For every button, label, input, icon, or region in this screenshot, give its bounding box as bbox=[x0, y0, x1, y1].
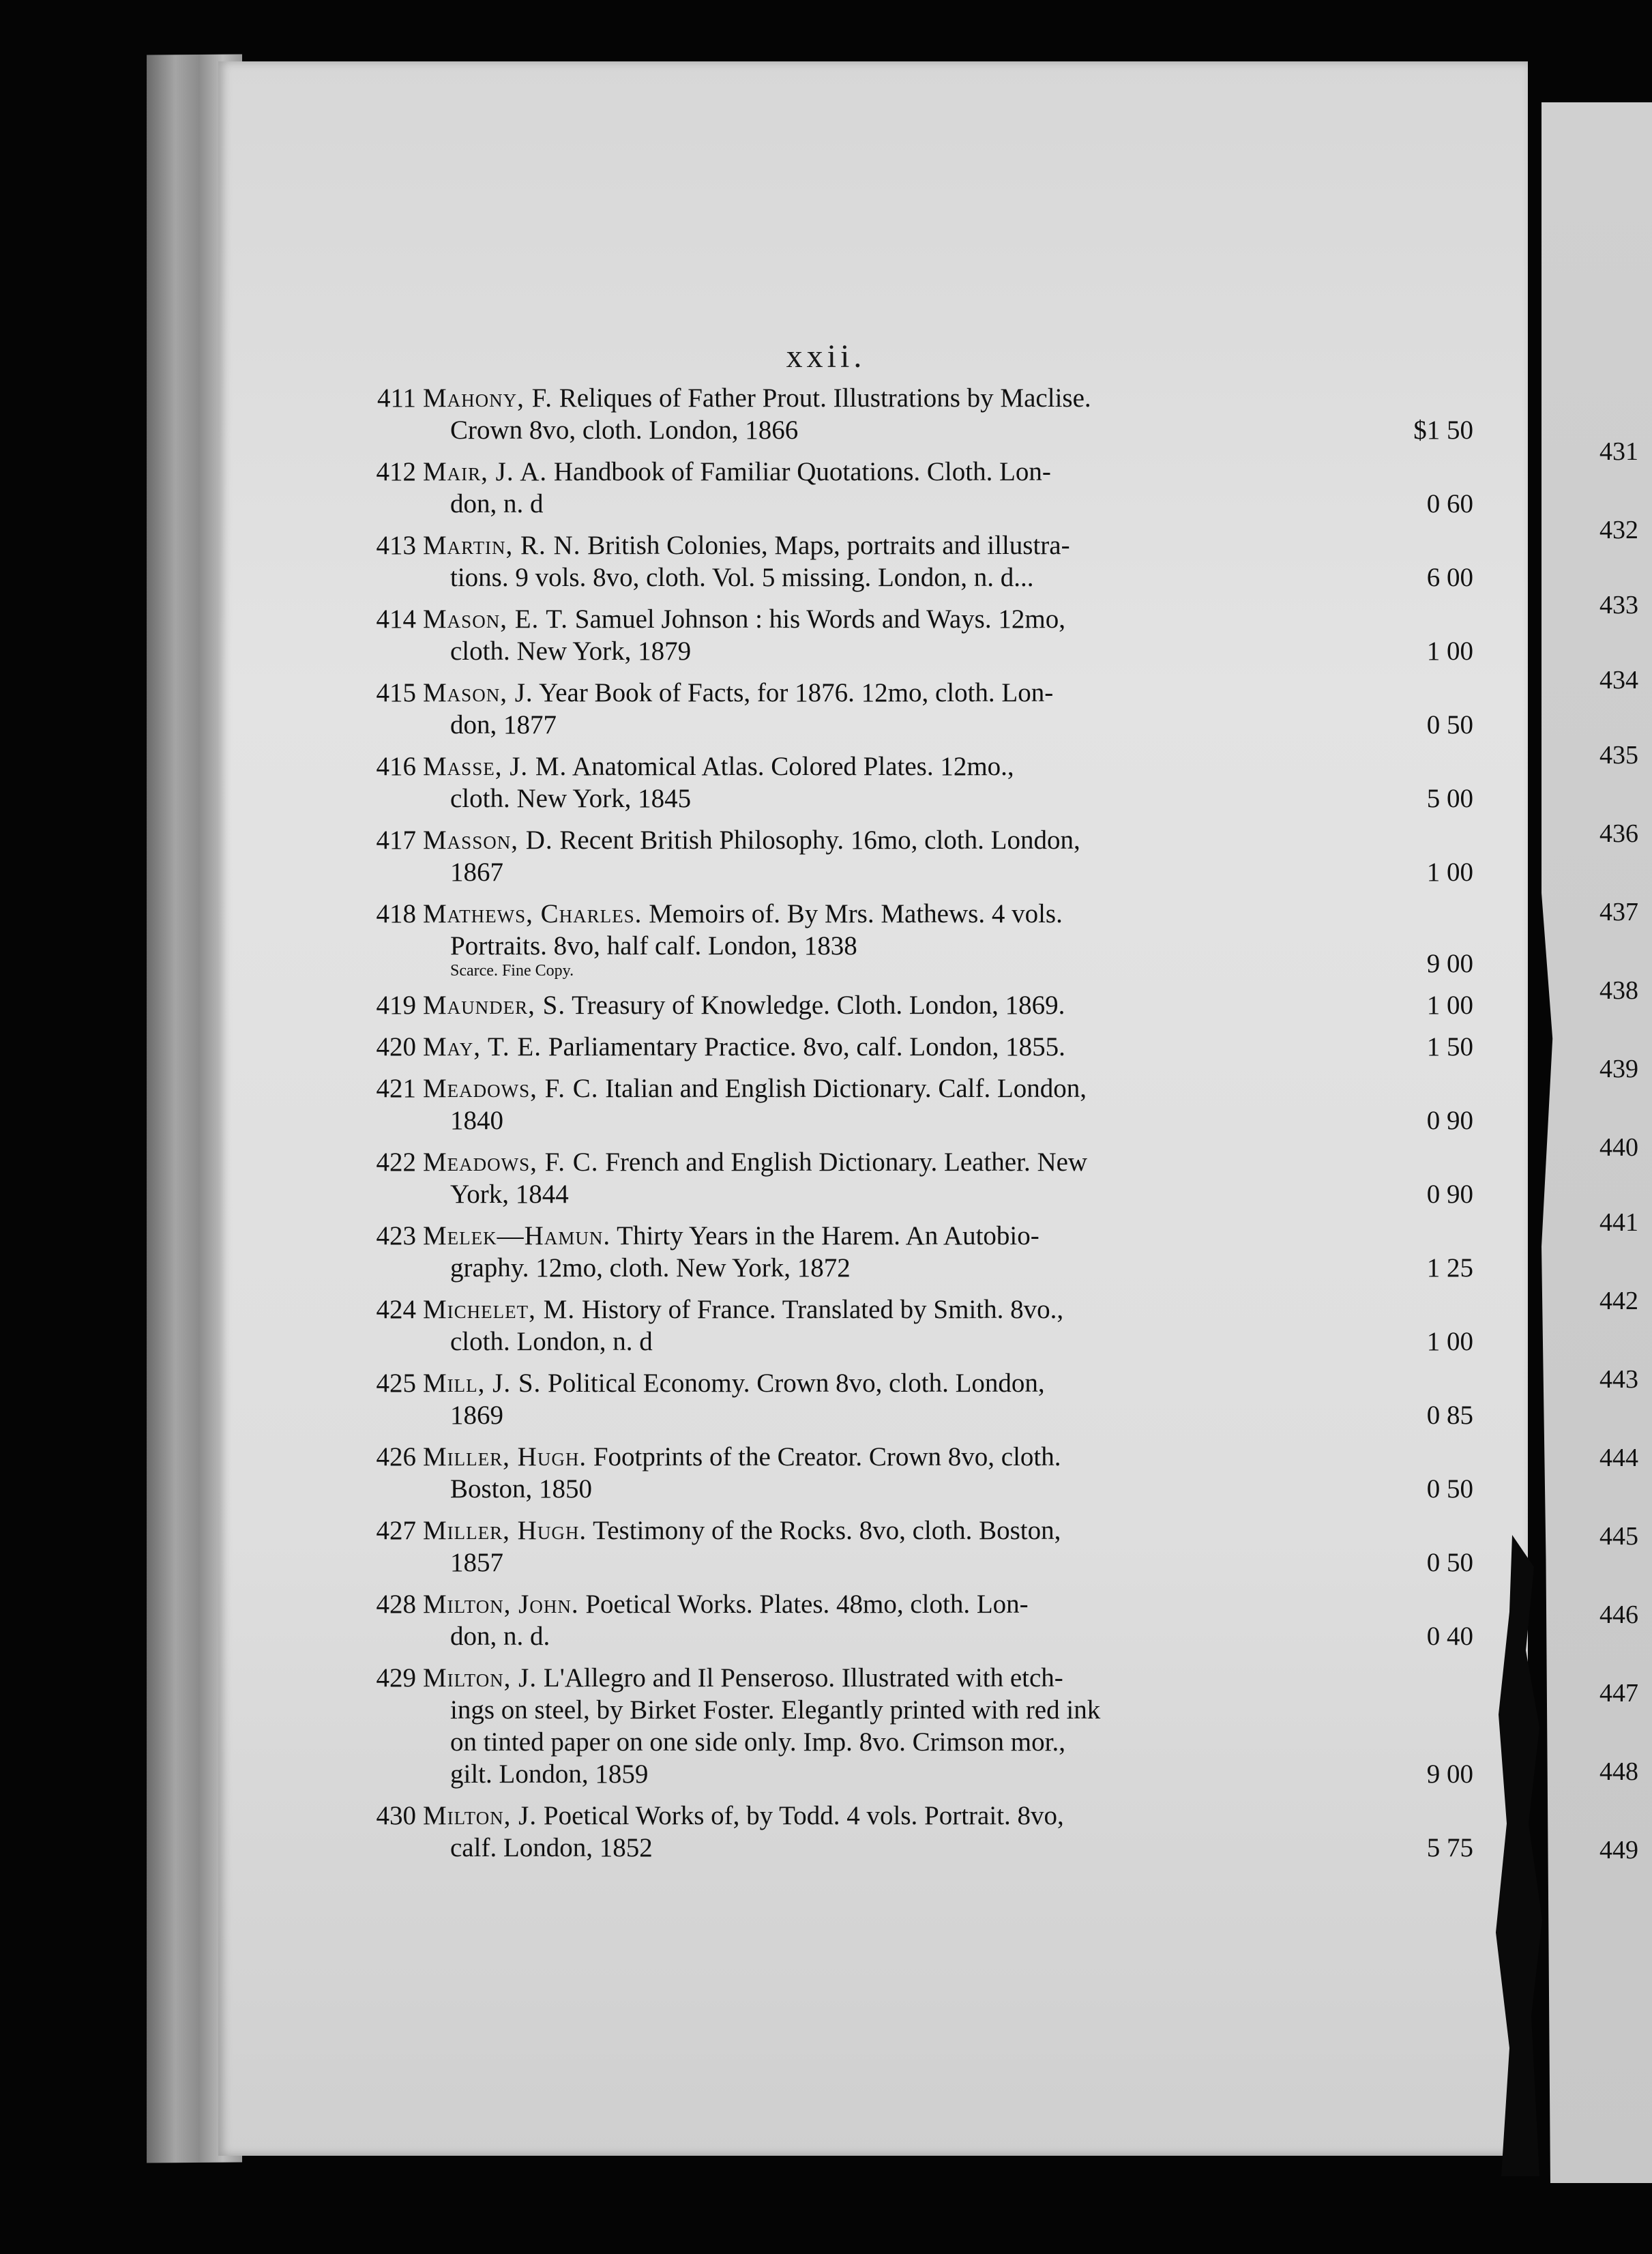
lot-number: 415 bbox=[376, 678, 416, 707]
entry-description bbox=[423, 898, 1371, 980]
line-text: don, n. d. bbox=[450, 1622, 550, 1651]
description-line bbox=[423, 1547, 1371, 1579]
description-line bbox=[423, 824, 1371, 856]
author-name: Mahony, F. bbox=[423, 383, 552, 413]
price: 0 85 bbox=[1426, 1401, 1473, 1430]
description-line bbox=[423, 1326, 1371, 1358]
price: 1 00 bbox=[1426, 1327, 1473, 1356]
price: 0 50 bbox=[1426, 710, 1473, 740]
facing-lot-number: 436 bbox=[1599, 819, 1638, 848]
description-line bbox=[423, 1367, 1371, 1399]
price: 0 50 bbox=[1426, 1548, 1473, 1577]
lot-number: 414 bbox=[376, 604, 416, 634]
line-text: Parliamentary Practice. 8vo, calf. London, 1855. bbox=[548, 1032, 1065, 1062]
catalog-entry bbox=[376, 1220, 1473, 1284]
author-name: Milton, J. bbox=[423, 1663, 537, 1693]
lot-number: 425 bbox=[376, 1368, 416, 1398]
entry-description bbox=[423, 1072, 1371, 1137]
author-name: Mason, J. bbox=[423, 678, 533, 707]
entry-description bbox=[423, 1800, 1371, 1864]
line-text: Poetical Works of, by Todd. 4 vols. Portrait. 8vo, bbox=[543, 1801, 1064, 1830]
line-text: Footprints of the Creator. Crown 8vo, cloth. bbox=[593, 1442, 1061, 1472]
price: 5 75 bbox=[1426, 1833, 1473, 1862]
author-name: Masse, J. M. bbox=[423, 752, 567, 781]
description-line bbox=[423, 677, 1371, 709]
catalog-entry bbox=[376, 1146, 1473, 1210]
price: 0 50 bbox=[1426, 1474, 1473, 1504]
description-line bbox=[423, 1146, 1371, 1178]
line-text: don, 1877 bbox=[450, 710, 557, 740]
description-line bbox=[423, 709, 1371, 741]
lot-number: 418 bbox=[376, 899, 416, 928]
lot-number: 416 bbox=[376, 752, 416, 781]
description-line bbox=[423, 603, 1371, 635]
facing-lot-number: 443 bbox=[1599, 1365, 1638, 1394]
line-text: Political Economy. Crown 8vo, cloth. London, bbox=[548, 1368, 1045, 1398]
lot-number: 430 bbox=[376, 1801, 416, 1830]
description-line bbox=[423, 989, 1371, 1021]
description-line bbox=[423, 1031, 1371, 1063]
line-text: graphy. 12mo, cloth. New York, 1872 bbox=[450, 1253, 851, 1283]
line-text: Samuel Johnson : his Words and Ways. 12mo, bbox=[574, 604, 1065, 634]
facing-lot-number: 434 bbox=[1599, 666, 1638, 694]
facing-lot-number: 432 bbox=[1599, 516, 1638, 544]
description-line bbox=[423, 529, 1371, 561]
line-text: gilt. London, 1859 bbox=[450, 1759, 649, 1789]
author-name: Milton, J. bbox=[423, 1801, 537, 1830]
facing-lot-number: 435 bbox=[1599, 741, 1638, 770]
author-name: Maunder, S. bbox=[423, 991, 566, 1020]
price: 0 90 bbox=[1426, 1180, 1473, 1209]
description-line bbox=[423, 414, 1371, 446]
facing-lot-number: 448 bbox=[1599, 1757, 1638, 1786]
line-text: 1840 bbox=[450, 1106, 503, 1135]
description-line bbox=[423, 1473, 1371, 1505]
line-text: Italian and English Dictionary. Calf. London, bbox=[605, 1074, 1087, 1103]
description-line bbox=[423, 1514, 1371, 1547]
catalog-entry bbox=[376, 898, 1473, 980]
facing-lot-number: 449 bbox=[1599, 1836, 1638, 1864]
description-line bbox=[423, 561, 1371, 594]
entry-description bbox=[423, 382, 1371, 446]
author-name: Michelet, M. bbox=[423, 1295, 576, 1324]
author-name: May, T. E. bbox=[423, 1032, 542, 1062]
description-line bbox=[423, 1220, 1371, 1252]
line-text: cloth. New York, 1845 bbox=[450, 784, 692, 813]
price: 1 00 bbox=[1426, 636, 1473, 666]
catalog-entry bbox=[376, 1588, 1473, 1652]
catalog-entry bbox=[376, 677, 1473, 741]
lot-number: 417 bbox=[376, 825, 416, 855]
description-line bbox=[423, 1758, 1371, 1790]
line-text: Testimony of the Rocks. 8vo, cloth. Boston, bbox=[593, 1516, 1061, 1545]
line-text: cloth. London, n. d bbox=[450, 1327, 653, 1356]
facing-lot-number: 438 bbox=[1599, 976, 1638, 1005]
entry-description bbox=[423, 1662, 1371, 1790]
catalog-entry bbox=[376, 1800, 1473, 1864]
facing-lot-number: 437 bbox=[1599, 898, 1638, 926]
line-text: Thirty Years in the Harem. An Autobio- bbox=[617, 1221, 1039, 1250]
line-text: Handbook of Familiar Quotations. Cloth. Lon- bbox=[553, 457, 1051, 486]
entry-description bbox=[423, 529, 1371, 594]
price: 1 50 bbox=[1426, 1032, 1473, 1062]
price: 9 00 bbox=[1426, 949, 1473, 978]
line-text: York, 1844 bbox=[450, 1180, 569, 1209]
line-text: Boston, 1850 bbox=[450, 1474, 593, 1504]
description-line bbox=[423, 782, 1371, 815]
author-name: Mathews, Charles. bbox=[423, 899, 643, 928]
line-text: Crown 8vo, cloth. London, 1866 bbox=[450, 415, 799, 445]
price: $1 50 bbox=[1413, 415, 1473, 445]
description-line bbox=[423, 750, 1371, 782]
description-line bbox=[423, 1178, 1371, 1210]
line-text: calf. London, 1852 bbox=[450, 1833, 653, 1862]
lot-number: 424 bbox=[376, 1295, 416, 1324]
description-line bbox=[423, 488, 1371, 520]
lot-number: 419 bbox=[376, 991, 416, 1020]
author-name: Melek—Hamun. bbox=[423, 1221, 611, 1250]
facing-lot-number: 447 bbox=[1599, 1679, 1638, 1708]
lot-number: 422 bbox=[376, 1147, 416, 1177]
entry-description bbox=[423, 1514, 1371, 1579]
line-text: French and English Dictionary. Leather. New bbox=[605, 1147, 1088, 1177]
line-text: tions. 9 vols. 8vo, cloth. Vol. 5 missing. London, n. d... bbox=[450, 563, 1034, 592]
entry-description bbox=[423, 1220, 1371, 1284]
price: 0 90 bbox=[1426, 1106, 1473, 1135]
description-line bbox=[423, 1399, 1371, 1431]
author-name: Meadows, F. C. bbox=[423, 1074, 599, 1103]
line-text: on tinted paper on one side only. Imp. 8vo. Crimson mor., bbox=[450, 1727, 1065, 1757]
catalog-entry bbox=[376, 1367, 1473, 1431]
price: 0 40 bbox=[1426, 1622, 1473, 1651]
catalog-entry bbox=[376, 603, 1473, 667]
lot-number: 413 bbox=[376, 531, 416, 560]
description-line bbox=[423, 1072, 1371, 1104]
description-line bbox=[423, 1800, 1371, 1832]
line-text: 1867 bbox=[450, 858, 503, 887]
entry-description bbox=[423, 1441, 1371, 1505]
description-line bbox=[423, 1588, 1371, 1620]
author-name: Milton, John. bbox=[423, 1590, 579, 1619]
description-line bbox=[423, 856, 1371, 888]
entry-description bbox=[423, 1588, 1371, 1652]
price: 6 00 bbox=[1426, 563, 1473, 592]
line-text: cloth. New York, 1879 bbox=[450, 636, 692, 666]
line-text: Anatomical Atlas. Colored Plates. 12mo., bbox=[572, 752, 1014, 781]
line-text: don, n. d bbox=[450, 489, 544, 518]
line-text: Poetical Works. Plates. 48mo, cloth. Lon- bbox=[585, 1590, 1029, 1619]
catalog-entry bbox=[376, 989, 1473, 1021]
description-line bbox=[423, 1252, 1371, 1284]
catalog-entry bbox=[376, 529, 1473, 594]
line-text: 1857 bbox=[450, 1548, 503, 1577]
price: 1 25 bbox=[1426, 1253, 1473, 1283]
catalog-entry bbox=[376, 1031, 1473, 1063]
lot-number: 429 bbox=[376, 1663, 416, 1693]
price: 1 00 bbox=[1426, 858, 1473, 887]
entry-description bbox=[423, 603, 1371, 667]
line-text: British Colonies, Maps, portraits and illustra- bbox=[587, 531, 1070, 560]
entry-description bbox=[423, 750, 1371, 815]
catalog-entry bbox=[376, 1293, 1473, 1358]
facing-lot-number: 431 bbox=[1599, 437, 1638, 466]
entry-description bbox=[423, 677, 1371, 741]
price: 1 00 bbox=[1426, 991, 1473, 1020]
line-text: Year Book of Facts, for 1876. 12mo, cloth. Lon- bbox=[538, 678, 1054, 707]
description-line bbox=[423, 1620, 1371, 1652]
description-line bbox=[423, 1662, 1371, 1694]
lot-number: 426 bbox=[376, 1442, 416, 1472]
author-name: Mair, J. A. bbox=[423, 457, 548, 486]
facing-lot-number: 439 bbox=[1599, 1055, 1638, 1083]
lot-number: 412 bbox=[376, 457, 416, 486]
author-name: Miller, Hugh. bbox=[423, 1442, 587, 1472]
description-line bbox=[423, 930, 1371, 962]
line-text: ings on steel, by Birket Foster. Elegantly printed with red ink bbox=[450, 1695, 1101, 1725]
line-text: History of France. Translated by Smith. 8vo., bbox=[581, 1295, 1064, 1324]
lot-number: 428 bbox=[376, 1590, 416, 1619]
catalog-entry bbox=[376, 1514, 1473, 1579]
description-line bbox=[423, 1726, 1371, 1758]
price: 9 00 bbox=[1426, 1759, 1473, 1789]
description-line bbox=[423, 898, 1371, 930]
line-text: Memoirs of. By Mrs. Mathews. 4 vols. bbox=[649, 899, 1063, 928]
line-text: Portraits. 8vo, half calf. London, 1838 bbox=[450, 931, 857, 961]
entry-description bbox=[423, 1146, 1371, 1210]
entry-description bbox=[423, 1031, 1371, 1063]
facing-lot-number: 440 bbox=[1599, 1133, 1638, 1162]
price: 0 60 bbox=[1426, 489, 1473, 518]
description-line bbox=[423, 1832, 1371, 1864]
description-line bbox=[423, 1441, 1371, 1473]
lot-number: 411 bbox=[377, 383, 416, 413]
line-text: Treasury of Knowledge. Cloth. London, 1869. bbox=[572, 991, 1065, 1020]
catalog-entry bbox=[376, 824, 1473, 888]
author-name: Meadows, F. C. bbox=[423, 1147, 599, 1177]
entry-note: Scarce. Fine Copy. bbox=[450, 962, 574, 980]
facing-lot-number: 445 bbox=[1599, 1522, 1638, 1551]
entry-description bbox=[423, 824, 1371, 888]
author-name: Masson, D. bbox=[423, 825, 553, 855]
page-header bbox=[0, 338, 1652, 375]
description-line bbox=[423, 1104, 1371, 1137]
entry-description bbox=[423, 989, 1371, 1021]
lot-number: 421 bbox=[376, 1074, 416, 1103]
line-text: L'Allegro and Il Penseroso. Illustrated with etch- bbox=[543, 1663, 1063, 1693]
entry-description bbox=[423, 1293, 1371, 1358]
description-line bbox=[423, 635, 1371, 667]
price: 5 00 bbox=[1426, 784, 1473, 813]
lot-number: 423 bbox=[376, 1221, 416, 1250]
description-line bbox=[423, 1293, 1371, 1326]
author-name: Mason, E. T. bbox=[423, 604, 568, 634]
author-name: Mill, J. S. bbox=[423, 1368, 542, 1398]
facing-lot-number: 441 bbox=[1599, 1208, 1638, 1237]
line-text: Reliques of Father Prout. Illustrations by Maclise. bbox=[559, 383, 1091, 413]
catalog-entry bbox=[377, 382, 1473, 446]
catalog-entry bbox=[376, 1441, 1473, 1505]
lot-number: 427 bbox=[376, 1516, 416, 1545]
entry-description bbox=[423, 1367, 1371, 1431]
facing-lot-number: 433 bbox=[1599, 591, 1638, 619]
facing-lot-number: 446 bbox=[1599, 1600, 1638, 1629]
author-name: Miller, Hugh. bbox=[423, 1516, 587, 1545]
catalog-entry bbox=[376, 1662, 1473, 1790]
description-line bbox=[423, 1694, 1371, 1726]
description-line bbox=[423, 382, 1371, 414]
facing-lot-number: 442 bbox=[1599, 1287, 1638, 1315]
description-line bbox=[423, 456, 1371, 488]
lot-number: 420 bbox=[376, 1032, 416, 1062]
catalog-entry bbox=[376, 456, 1473, 520]
author-name: Martin, R. N. bbox=[423, 531, 581, 560]
facing-lot-number: 444 bbox=[1599, 1444, 1638, 1472]
catalog-list bbox=[376, 382, 1473, 1873]
page-number: xxii. bbox=[786, 338, 866, 375]
entry-description bbox=[423, 456, 1371, 520]
catalog-entry bbox=[376, 750, 1473, 815]
catalog-entry bbox=[376, 1072, 1473, 1137]
line-text: Recent British Philosophy. 16mo, cloth. London, bbox=[559, 825, 1080, 855]
line-text: 1869 bbox=[450, 1401, 503, 1430]
